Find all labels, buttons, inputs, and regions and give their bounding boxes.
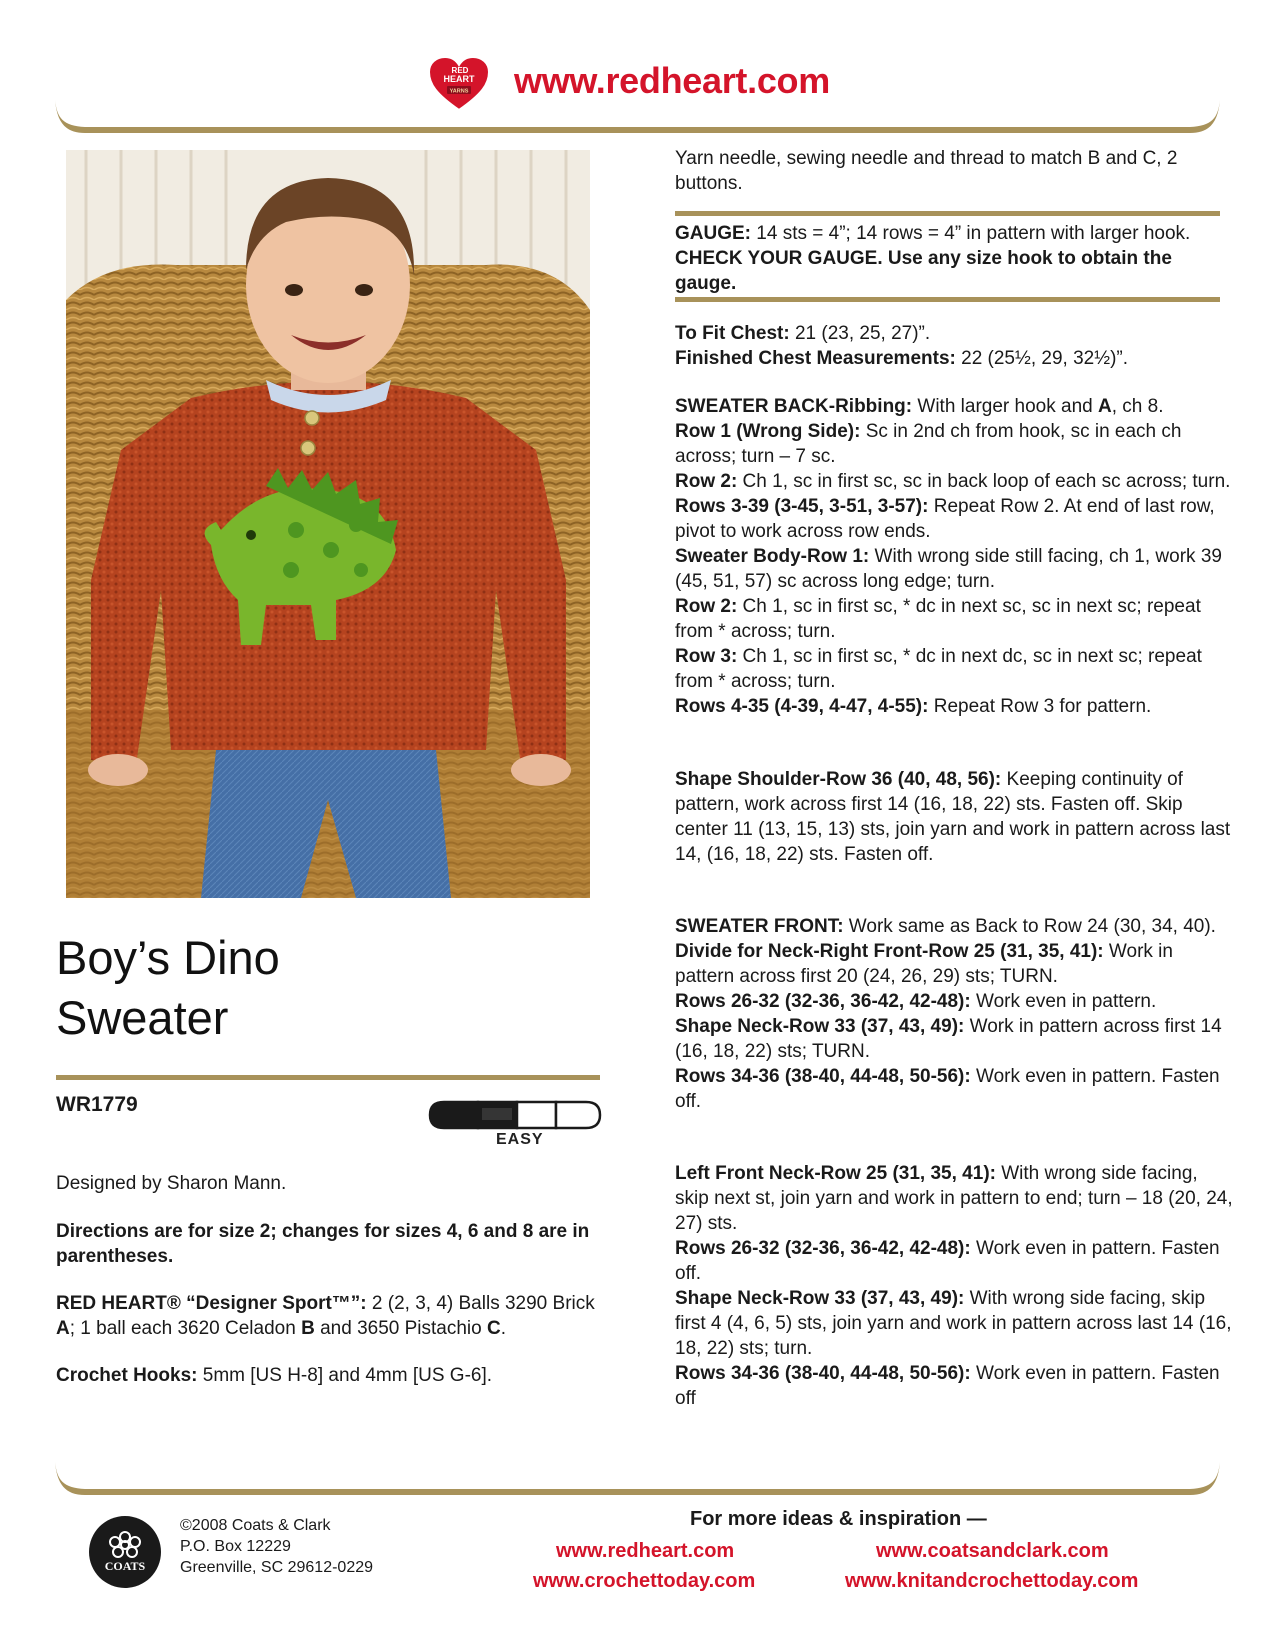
knitandcrochettoday-link[interactable]: www.knitandcrochettoday.com: [845, 1570, 1139, 1592]
pattern-title: [56, 928, 280, 1048]
coatsandclark-link[interactable]: www.coatsandclark.com: [876, 1540, 1109, 1562]
copyright-block: [180, 1515, 373, 1578]
sizes-note: Directions are for size 2; changes for sizes 4, 6 and 8 are in parentheses.: [56, 1221, 590, 1267]
sweater-photo: [66, 150, 590, 898]
size-measurements: [675, 321, 1235, 371]
title-line-2: Sweater: [56, 991, 229, 1044]
yarn-materials: [56, 1291, 616, 1341]
step-text: Sc in 2nd ch from hook, sc in each ch across; turn – 7 sc.: [675, 421, 1182, 467]
step-text: With wrong side still facing, ch 1, work 39 (45, 51, 57) sc across long edge; turn.: [675, 546, 1222, 592]
step-text: Ch 1, sc in first sc, sc in back loop of each sc across; turn.: [737, 471, 1231, 492]
step-text: Work even in pattern. Fasten off.: [675, 1238, 1220, 1284]
address-line: P.O. Box 12229: [180, 1538, 291, 1555]
left-front-section: [675, 1161, 1235, 1411]
color-c: C: [487, 1318, 501, 1339]
step-text: Work even in pattern. Fasten off.: [675, 1066, 1220, 1112]
coats-logo-icon[interactable]: [88, 1515, 162, 1589]
redheart-link[interactable]: www.redheart.com: [556, 1540, 735, 1562]
gauge-top-divider: [675, 211, 1220, 216]
step-text: Ch 1, sc in first sc, * dc in next sc, sc in next sc; repeat from * across; turn.: [675, 596, 1201, 642]
step-text: Ch 1, sc in first sc, * dc in next dc, sc in next sc; repeat from * across; turn.: [675, 646, 1202, 692]
step-label: Rows 26-32 (32-36, 36-42, 42-48):: [675, 1238, 971, 1259]
yarn-text: ; 1 ball each 3620 Celadon: [69, 1318, 302, 1339]
step-text: Work in pattern across first 20 (24, 26, 29) sts; TURN.: [675, 941, 1173, 987]
crochettoday-link[interactable]: www.crochettoday.com: [533, 1570, 756, 1592]
step-label: Rows 3-39 (3-45, 3-51, 3-57):: [675, 496, 929, 517]
step-label: Row 2:: [675, 471, 738, 492]
step-text: Keeping continuity of pattern, work across first 14 (16, 18, 22) sts. Fasten off. Skip center 11 (13, 15, 13) sts, join yarn and work in pattern across last 14, (16, 18, 22) sts. Fasten off.: [675, 769, 1231, 865]
footer-swoosh-divider: [55, 1462, 1220, 1502]
title-divider: [56, 1075, 600, 1080]
finished-chest-label: Finished Chest Measurements:: [675, 348, 956, 369]
step-label: SWEATER FRONT:: [675, 916, 844, 937]
finished-chest-value: 22 (25½, 29, 32½)”.: [955, 348, 1129, 369]
hooks-text: 5mm [US H-8] and 4mm [US G-6].: [197, 1365, 493, 1386]
more-ideas-heading: For more ideas & inspiration —: [690, 1508, 987, 1530]
step-label: Row 3:: [675, 646, 738, 667]
step-label: Left Front Neck-Row 25 (31, 35, 41):: [675, 1163, 996, 1184]
yarn-text: and 3650 Pistachio: [314, 1318, 487, 1339]
step-label: Row 1 (Wrong Side):: [675, 421, 861, 442]
gauge-bottom-divider: [675, 297, 1220, 302]
color-b: B: [301, 1318, 315, 1339]
step-text: Work in pattern across first 14 (16, 18, 22) sts; TURN.: [675, 1016, 1222, 1062]
step-label: SWEATER BACK-Ribbing:: [675, 396, 913, 417]
step-text: Repeat Row 3 for pattern.: [928, 696, 1152, 717]
title-line-1: Boy’s Dino: [56, 931, 280, 984]
step-text: With larger hook and: [912, 396, 1098, 417]
logo-text-1: RED: [451, 66, 469, 75]
step-label: Row 2:: [675, 596, 738, 617]
fit-chest-label: To Fit Chest:: [675, 323, 790, 344]
step-label: Divide for Neck-Right Front-Row 25 (31, 35, 41):: [675, 941, 1104, 962]
crochet-hooks: [56, 1363, 616, 1388]
step-text: Repeat Row 2. At end of last row, pivot to work across row ends.: [675, 496, 1215, 542]
yarn-label: RED HEART® “Designer Sport™”:: [56, 1293, 367, 1314]
step-label: Sweater Body-Row 1:: [675, 546, 870, 567]
step-label: Rows 4-35 (4-39, 4-47, 4-55):: [675, 696, 929, 717]
yarn-text: .: [500, 1318, 507, 1339]
skill-level-meter-icon: [428, 1100, 602, 1130]
step-label: Rows 34-36 (38-40, 44-48, 50-56):: [675, 1363, 971, 1384]
step-text: , ch 8.: [1111, 396, 1164, 417]
shape-shoulder-section: [675, 767, 1235, 867]
step-text: Work even in pattern. Fasten off: [675, 1363, 1220, 1409]
coats-logo-text: COATS: [104, 1559, 146, 1573]
fit-chest-value: 21 (23, 25, 27)”.: [789, 323, 931, 344]
gauge-check: CHECK YOUR GAUGE. Use any size hook to obtain the gauge.: [675, 248, 1172, 294]
step-label: Rows 34-36 (38-40, 44-48, 50-56):: [675, 1066, 971, 1087]
step-label: Shape Shoulder-Row 36 (40, 48, 56):: [675, 769, 1002, 790]
gauge-value: 14 sts = 4”; 14 rows = 4” in pattern with larger hook.: [751, 223, 1191, 244]
step-label: Shape Neck-Row 33 (37, 43, 49):: [675, 1016, 965, 1037]
step-text: Work same as Back to Row 24 (30, 34, 40).: [843, 916, 1216, 937]
step-text: With wrong side facing, skip first 4 (4, 6, 5) sts, join yarn and work in pattern across last 14 (16, 18, 22) sts; turn.: [675, 1288, 1232, 1359]
logo-text-3: YARNS: [449, 88, 469, 95]
gauge-text: [675, 221, 1235, 296]
notions-text: Yarn needle, sewing needle and thread to match B and C, 2 buttons.: [675, 148, 1178, 194]
hooks-label: Crochet Hooks:: [56, 1365, 198, 1386]
site-url-link[interactable]: www.redheart.com: [514, 60, 830, 101]
pattern-number: WR1779: [56, 1093, 138, 1116]
logo-text-2: HEART: [443, 74, 475, 84]
step-label: Shape Neck-Row 33 (37, 43, 49):: [675, 1288, 965, 1309]
yarn-text: 2 (2, 3, 4) Balls 3290 Brick: [366, 1293, 595, 1314]
color-a: A: [1098, 396, 1112, 417]
color-a: A: [56, 1318, 70, 1339]
step-text: With wrong side facing, skip next st, join yarn and work in pattern to end; turn – 18 (20, 24, 27) sts.: [675, 1163, 1233, 1234]
step-label: Rows 26-32 (32-36, 36-42, 42-48):: [675, 991, 971, 1012]
header-swoosh-divider: [55, 100, 1220, 140]
copyright-line: ©2008 Coats & Clark: [180, 1517, 331, 1534]
skill-level-label: EASY: [496, 1131, 544, 1148]
address-line: Greenville, SC 29612-0229: [180, 1559, 374, 1576]
sweater-back-section: [675, 394, 1235, 719]
gauge-label: GAUGE:: [675, 223, 751, 244]
designer-credit: Designed by Sharon Mann.: [56, 1173, 287, 1194]
sweater-front-section: [675, 914, 1235, 1114]
step-text: Work even in pattern.: [970, 991, 1157, 1012]
